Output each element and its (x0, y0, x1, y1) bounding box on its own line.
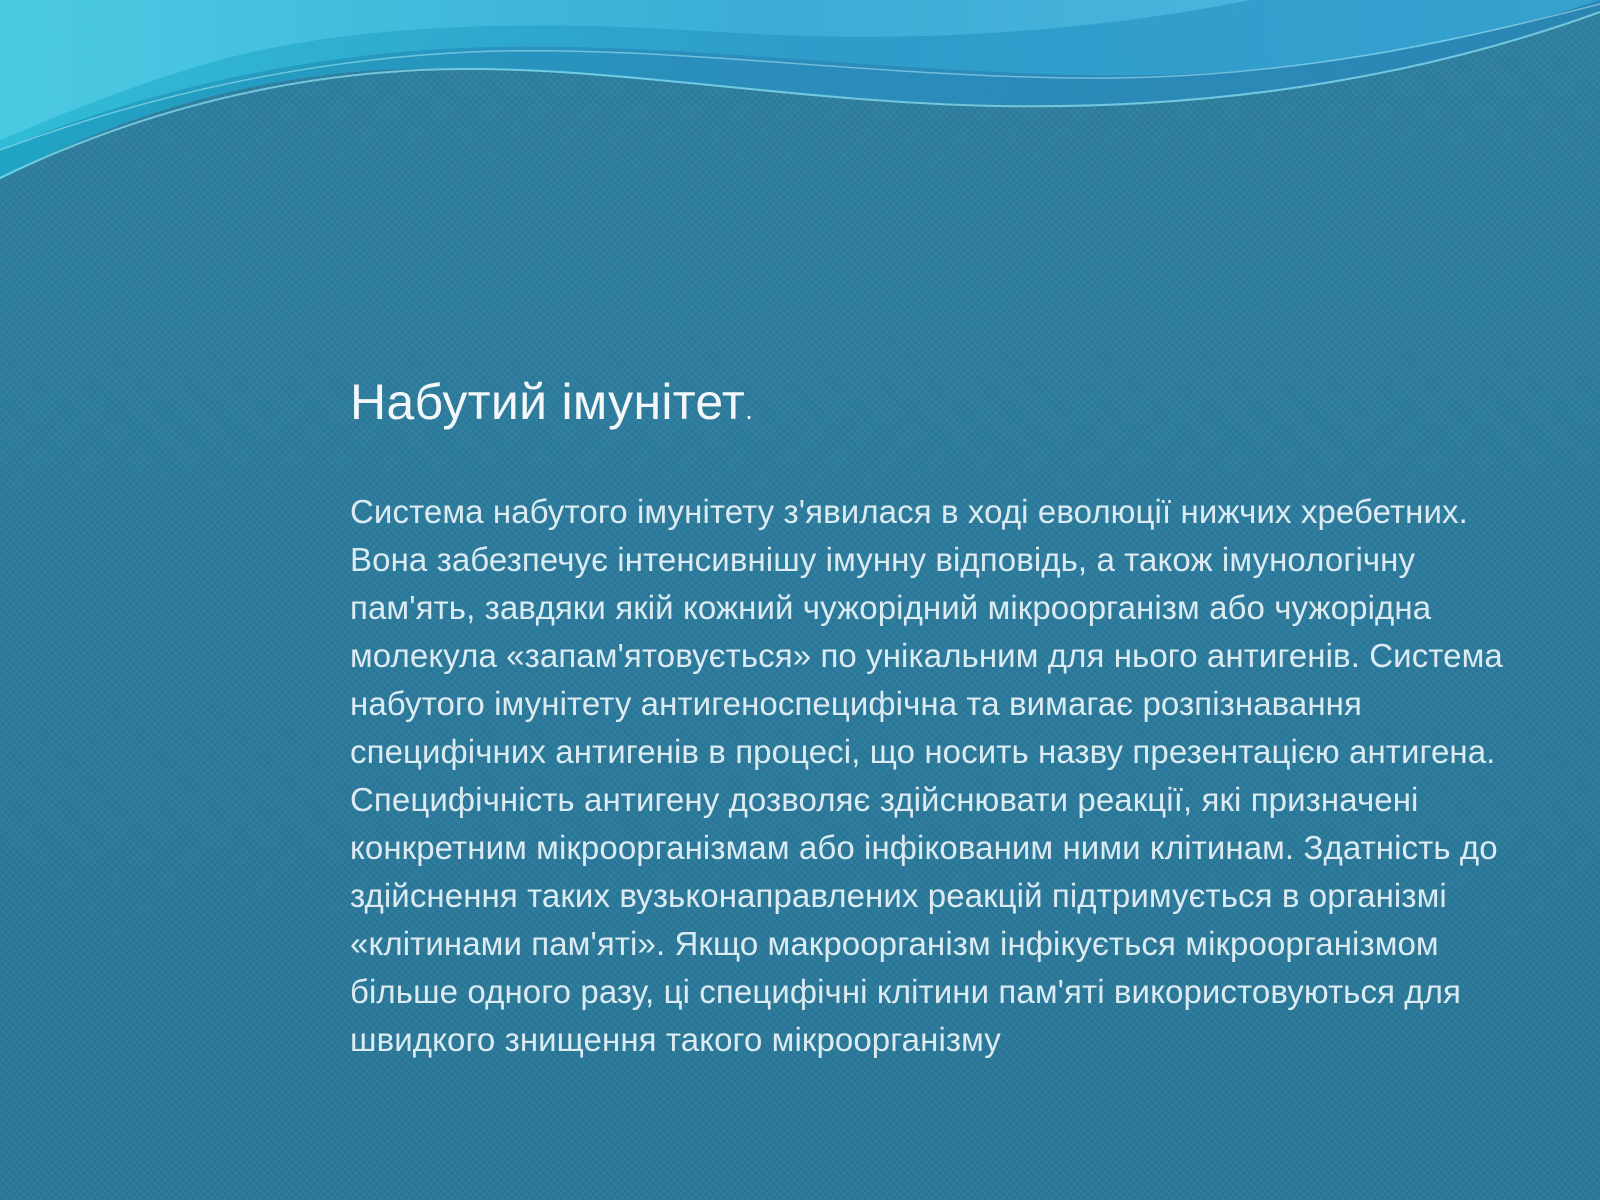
slide-title (350, 372, 1550, 440)
wave-decoration (0, 0, 1600, 200)
content-area (350, 372, 1550, 1064)
slide-title-text: Набутий імунітет (350, 374, 746, 430)
slide-body-text: Система набутого імунітету з'явилася в ході еволюції нижчих хребетних. Вона забезпечує інтенсивнішу імунну відповідь, а також імунологічну пам'ять, завдяки якій кожний чужорідний мікроорганізм або чужорідна молекула «запам'ятовується» по унікальним для нього антигенів. Система набутого імунітету антигеноспецифічна та вимагає розпізнавання специфічних антигенів в процесі, що носить назву презентацією антигена. Специфічність антигену дозволяє здійснювати реакції, які призначені конкретним мікроорганізмам або інфікованим ними клітинам. Здатність до здійснення таких вузьконаправлених реакцій підтримується в організмі «клітинами пам'яті». Якщо макроорганізм інфікується мікроорганізмом більше одного разу, ці специфічні клітини пам'яті використовуються для швидкого знищення такого мікроорганізму (350, 493, 1503, 1058)
slide-title-period: . (745, 394, 754, 425)
